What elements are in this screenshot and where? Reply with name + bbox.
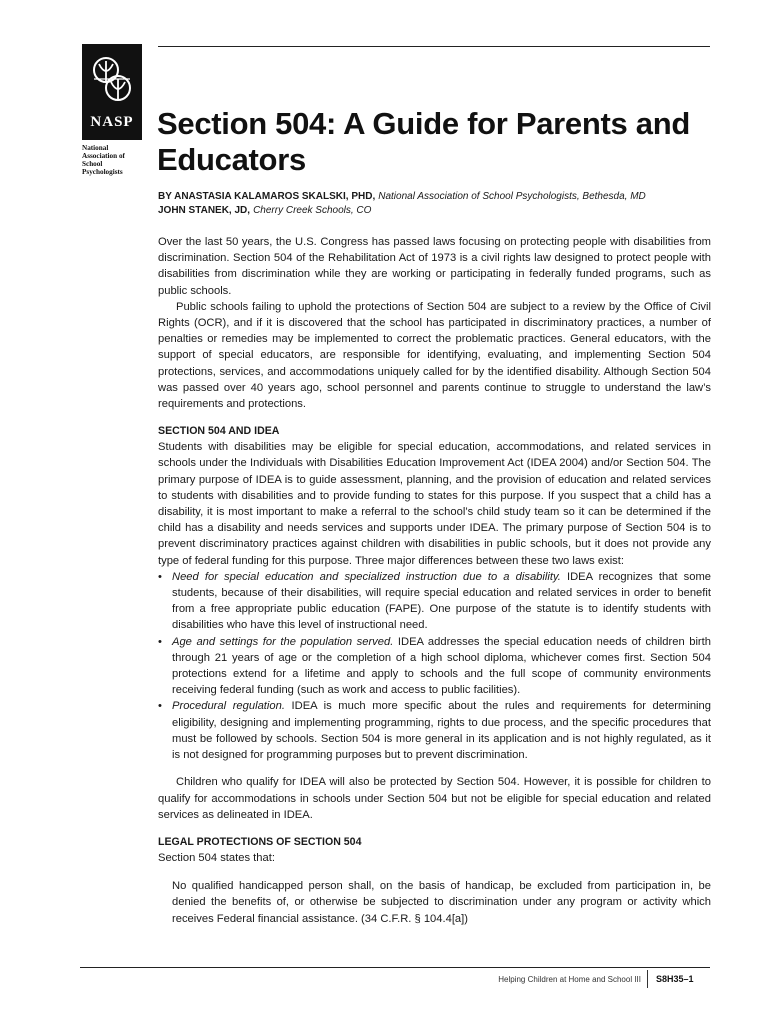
intro-paragraph: Public schools failing to uphold the protections of Section 504 are subject to a review by the Office of Civil Rights (OCR), and if it is discovered that the school has participated in discriminatory practices, a number of penalties or remedies may be implemented to correct the problematic practices. General educators, with the support of special educators, are responsible for identifying, evaluating, and implementing Section 504 protections, services, and accommodations uniquely called for by the identified disability. Although Section 504 was passed over 40 years ago, school personnel and parents continue to struggle to understand the law’s requirements and protections. (158, 300, 711, 411)
differences-list (158, 569, 711, 763)
footer-rule (80, 967, 710, 968)
logo-text: NASP (90, 114, 134, 130)
section-paragraph: Children who qualify for IDEA will also be protected by Section 504. However, it is possible for children to qualify for accommodations in schools under Section 504 but not be eligible for special education and related services as delineated in IDEA. (158, 776, 711, 821)
author-name: JOHN STANEK, JD, (158, 205, 251, 216)
section-heading: LEGAL PROTECTIONS OF SECTION 504 (158, 835, 362, 848)
intro-paragraph: Over the last 50 years, the U.S. Congress has passed laws focusing on protecting people with disabilities from discrimination. Section 504 of the Rehabilitation Act of 1973 is a civil rights law designed to protect people with disabilities from discrimination while they are working or participating in federally funded programs, such as public schools. (158, 236, 711, 297)
article-body (158, 234, 711, 927)
org-name-line: Association of (82, 152, 125, 160)
page-title: Section 504: A Guide for Parents and Educators (157, 106, 690, 177)
footer-title: Helping Children at Home and School III (498, 975, 641, 984)
list-item (158, 634, 711, 699)
list-item-text: IDEA is much more specific about the rules and requirements for determining eligibility, designing and implementing programming, rights to due process, and the specific procedures that must be followed by schools. Section 504 is more general in its application and is not highly regulated, as it is not designed for programming purposes but to prevent discrimination. (172, 700, 711, 762)
footer-divider (647, 970, 648, 988)
block-quote: No qualified handicapped person shall, on the basis of handicap, be excluded from participation in, be denied the benefits of, or otherwise be subjected to discrimination under any program or activity which receives Federal financial assistance. (34 C.F.R. § 104.4[a]) (172, 880, 711, 925)
author-affiliation: Cherry Creek Schools, CO (253, 205, 372, 216)
org-name-line: National (82, 144, 109, 152)
section-paragraph: Students with disabilities may be eligible for special education, accommodations, and related services in schools under the Individuals with Disabilities Education Improvement Act (IDEA 2004) and/or Section 504. The primary purpose of IDEA is to guide assessment, planning, and the provision of education and related services to students with disabilities and to provide funding to states for this purpose. If you suspect that a child has a disability, it is most important to make a referral to the school’s child study team so it can be determined if the child has a disability and needs services and supports under IDEA. The primary purpose of Section 504 is to prevent discriminatory practices against children with disabilities in public schools, but it does not provide any type of federal funding for this purpose. Three major differences between these two laws exist: (158, 441, 711, 567)
author-line (158, 190, 728, 204)
list-item (158, 569, 711, 634)
organization-name (82, 144, 156, 176)
author-name: BY ANASTASIA KALAMAROS SKALSKI, PHD, (158, 191, 376, 202)
psi-emblem-icon (90, 52, 134, 110)
byline (158, 190, 728, 218)
list-item-lead: Age and settings for the population served. (172, 635, 394, 648)
org-name-line: School (82, 160, 103, 168)
list-item-text: IDEA addresses the special education needs of children birth through 21 years of age or the completion of a high school diploma, whichever comes first. Section 504 protections extend for a lifetime and apply to schools and the full scope of community environments receiving federal funding (such as work and access to public facilities). (172, 635, 711, 697)
org-name-line: Psychologists (82, 168, 123, 176)
section-heading: SECTION 504 AND IDEA (158, 425, 280, 438)
list-item-lead: Procedural regulation. (172, 700, 285, 713)
author-affiliation: National Association of School Psychologists, Bethesda, MD (378, 191, 646, 202)
nasp-logo (82, 44, 142, 140)
list-item (158, 698, 711, 763)
list-item-lead: Need for special education and specialized instruction due to a disability. (172, 570, 561, 583)
top-rule (158, 46, 710, 47)
page-code: S8H35–1 (656, 974, 694, 984)
list-item-text: IDEA recognizes that some students, because of their disabilities, will require special education and related services in order to benefit from a free appropriate public education (FAPE). One purpose of the statute is to identify students with disabilities who have this level of instructional need. (172, 570, 711, 632)
section-paragraph: Section 504 states that: (158, 851, 275, 864)
author-line (158, 204, 728, 218)
